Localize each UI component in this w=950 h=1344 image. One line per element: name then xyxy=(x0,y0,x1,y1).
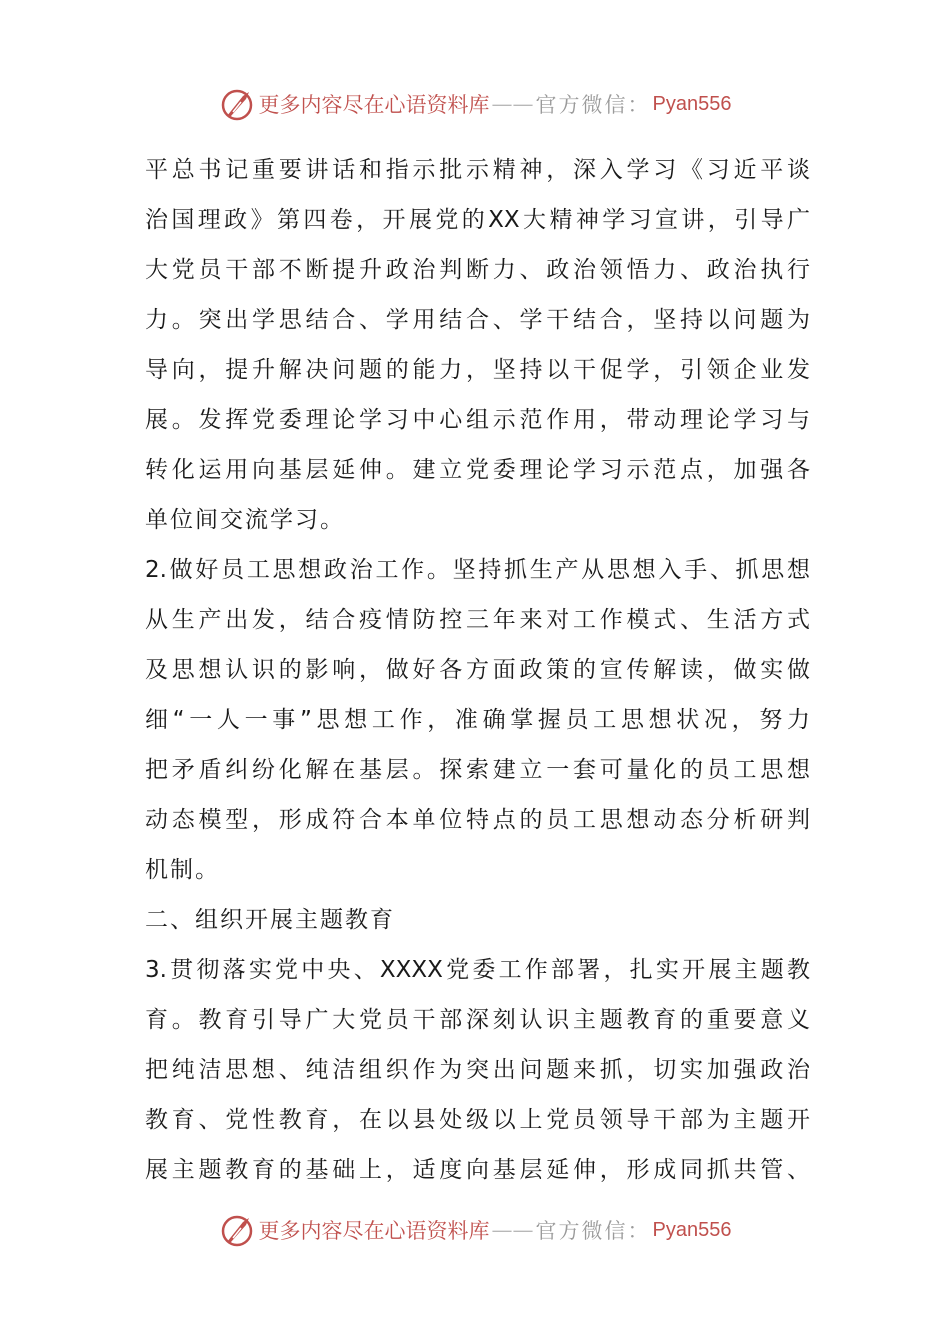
body-line: 把矛盾纠纷化解在基层。探索建立一套可量化的员工思想 xyxy=(145,757,810,783)
body-line: 力。突出学思结合、学用结合、学干结合，坚持以问题为 xyxy=(145,307,810,333)
body-line: 3.贯彻落实党中央、XXXX党委工作部署，扎实开展主题教 xyxy=(145,957,810,983)
body-line: 单位间交流学习。 xyxy=(145,507,345,533)
quill-logo-icon xyxy=(219,86,255,122)
quill-logo-icon xyxy=(219,1212,255,1248)
header-site-text: 更多内容尽在心语资料库 xyxy=(258,93,490,117)
body-line: 教育、党性教育，在以县处级以上党员领导干部为主题开 xyxy=(145,1107,810,1133)
header-banner xyxy=(0,82,950,126)
footer-separator: —— xyxy=(491,1218,534,1242)
body-line: 展。发挥党委理论学习中心组示范作用，带动理论学习与 xyxy=(145,407,810,433)
body-line: 导向，提升解决问题的能力，坚持以干促学，引领企业发 xyxy=(145,357,810,383)
body-line: 治国理政》第四卷，开展党的XX大精神学习宣讲，引导广 xyxy=(145,207,810,233)
body-line: 育。教育引导广大党员干部深刻认识主题教育的重要意义 xyxy=(145,1007,810,1033)
section-heading: 二、组织开展主题教育 xyxy=(145,907,395,933)
body-line: 大党员干部不断提升政治判断力、政治领悟力、政治执行 xyxy=(145,257,810,283)
footer-wechat-id: Pyan556 xyxy=(652,1218,732,1241)
body-line: 转化运用向基层延伸。建立党委理论学习示范点，加强各 xyxy=(145,457,810,483)
footer-banner xyxy=(0,1208,950,1252)
body-line: 及思想认识的影响，做好各方面政策的宣传解读，做实做 xyxy=(145,657,810,683)
header-wechat-label: 官方微信： xyxy=(535,93,651,117)
header-wechat-id: Pyan556 xyxy=(652,92,732,115)
footer-wechat-label: 官方微信： xyxy=(535,1219,651,1243)
body-line: 从生产出发，结合疫情防控三年来对工作模式、生活方式 xyxy=(145,607,810,633)
body-line: 动态模型，形成符合本单位特点的员工思想动态分析研判 xyxy=(145,807,810,833)
body-line: 机制。 xyxy=(145,857,220,883)
body-line: 细“一人一事”思想工作，准确掌握员工思想状况，努力 xyxy=(145,707,810,733)
document-body xyxy=(145,145,810,1195)
body-line: 平总书记重要讲话和指示批示精神，深入学习《习近平谈 xyxy=(145,157,810,183)
body-line: 展主题教育的基础上，适度向基层延伸，形成同抓共管、 xyxy=(145,1157,810,1183)
header-separator: —— xyxy=(491,92,534,116)
body-line: 2.做好员工思想政治工作。坚持抓生产从思想入手、抓思想 xyxy=(145,557,810,583)
body-line: 把纯洁思想、纯洁组织作为突出问题来抓，切实加强政治 xyxy=(145,1057,810,1083)
footer-site-text: 更多内容尽在心语资料库 xyxy=(258,1219,490,1243)
